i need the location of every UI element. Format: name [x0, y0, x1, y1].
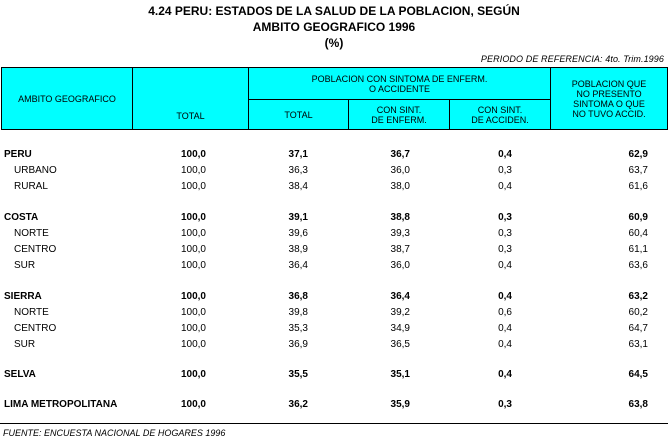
row-label: URBANO [14, 165, 57, 176]
header-sub-accid-line1: CON SINT. [477, 104, 523, 115]
row-label: PERU [4, 149, 32, 160]
cell-sint-total: 36,8 [288, 291, 308, 302]
table-row [0, 179, 668, 195]
cell-sint-accid: 0,4 [498, 323, 512, 334]
cell-no-sintoma: 63,6 [628, 260, 648, 271]
cell-total: 100,0 [180, 399, 206, 410]
cell-sint-accid: 0,4 [498, 260, 512, 271]
table-row [0, 242, 668, 258]
header-no-sintoma-line2: NO PRESENTO [576, 88, 642, 99]
cell-sint-total: 39,8 [288, 307, 308, 318]
cell-total: 100,0 [180, 165, 206, 176]
row-label: SIERRA [4, 291, 42, 302]
cell-sint-enferm: 38,0 [390, 181, 410, 192]
cell-no-sintoma: 63,8 [628, 399, 648, 410]
cell-total: 100,0 [180, 260, 206, 271]
cell-sint-accid: 0,4 [498, 291, 512, 302]
cell-sint-enferm: 39,2 [390, 307, 410, 318]
cell-sint-accid: 0,6 [498, 307, 512, 318]
cell-no-sintoma: 60,4 [628, 228, 648, 239]
cell-no-sintoma: 61,1 [628, 244, 648, 255]
table-title-unit: (%) [324, 36, 344, 50]
row-label: RURAL [14, 181, 48, 192]
row-label: SUR [14, 260, 36, 271]
cell-sint-total: 38,9 [288, 244, 308, 255]
cell-sint-enferm: 36,4 [390, 291, 410, 302]
cell-sint-total: 36,9 [288, 339, 308, 350]
cell-total: 100,0 [180, 339, 206, 350]
cell-sint-total: 36,3 [288, 165, 308, 176]
cell-no-sintoma: 63,2 [628, 291, 648, 302]
cell-sint-enferm: 35,1 [390, 369, 410, 380]
table-title-line2: AMBITO GEOGRAFICO 1996 [252, 20, 416, 34]
table-row [0, 210, 668, 226]
cell-sint-accid: 0,4 [498, 149, 512, 160]
cell-sint-accid: 0,4 [498, 369, 512, 380]
row-label: NORTE [14, 307, 49, 318]
cell-sint-enferm: 36,0 [390, 165, 410, 176]
cell-sint-total: 36,2 [288, 399, 308, 410]
header-ambito: AMBITO GEOGRAFICO [2, 68, 133, 130]
header-no-sintoma-line3: SINTOMA O QUE [573, 98, 645, 109]
cell-sint-accid: 0,4 [498, 339, 512, 350]
row-label: SELVA [4, 369, 36, 380]
cell-total: 100,0 [180, 291, 206, 302]
cell-sint-enferm: 36,5 [390, 339, 410, 350]
row-label: SUR [14, 339, 36, 350]
cell-no-sintoma: 60,9 [628, 212, 648, 223]
source-note: FUENTE: ENCUESTA NACIONAL DE HOGARES 1996 [3, 428, 226, 438]
header-group [249, 68, 551, 100]
row-label: COSTA [4, 212, 39, 223]
cell-sint-accid: 0,3 [498, 212, 512, 223]
cell-total: 100,0 [180, 323, 206, 334]
cell-sint-total: 39,6 [288, 228, 308, 239]
cell-total: 100,0 [180, 181, 206, 192]
footer-divider [0, 423, 668, 424]
table-row [0, 321, 668, 337]
table-row [0, 147, 668, 163]
table-row [0, 367, 668, 383]
cell-sint-total: 39,1 [288, 212, 308, 223]
cell-sint-total: 35,3 [288, 323, 308, 334]
table-row [0, 226, 668, 242]
table-header [1, 67, 668, 130]
cell-sint-accid: 0,3 [498, 399, 512, 410]
header-sub-enferm-line2: DE ENFERM. [371, 114, 427, 125]
cell-no-sintoma: 64,5 [628, 369, 648, 380]
cell-no-sintoma: 64,7 [628, 323, 648, 334]
cell-total: 100,0 [180, 212, 206, 223]
cell-sint-total: 38,4 [288, 181, 308, 192]
header-total: TOTAL [133, 68, 249, 130]
table-row [0, 305, 668, 321]
header-sub-enferm-line1: CON SINT. [376, 104, 422, 115]
header-sub-enferm [349, 100, 450, 130]
row-label: NORTE [14, 228, 49, 239]
cell-sint-total: 35,5 [288, 369, 308, 380]
cell-sint-accid: 0,3 [498, 244, 512, 255]
header-group-line2: O ACCIDENTE [369, 83, 431, 94]
cell-no-sintoma: 62,9 [628, 149, 648, 160]
header-no-sintoma-line4: NO TUVO ACCID. [572, 108, 646, 119]
cell-sint-enferm: 36,7 [390, 149, 410, 160]
cell-no-sintoma: 60,2 [628, 307, 648, 318]
table-row [0, 289, 668, 305]
cell-sint-enferm: 36,0 [390, 260, 410, 271]
header-sub-accid-line2: DE ACCIDEN. [471, 114, 529, 125]
row-label: LIMA METROPOLITANA [4, 399, 118, 410]
cell-no-sintoma: 61,6 [628, 181, 648, 192]
cell-sint-total: 37,1 [288, 149, 308, 160]
cell-sint-enferm: 34,9 [390, 323, 410, 334]
cell-sint-enferm: 38,8 [390, 212, 410, 223]
table-row [0, 163, 668, 179]
header-sub-total: TOTAL [249, 100, 349, 130]
header-sub-accid [450, 100, 551, 130]
header-no-sintoma-line1: POBLACION QUE [571, 78, 647, 89]
cell-sint-total: 36,4 [288, 260, 308, 271]
cell-sint-accid: 0,3 [498, 165, 512, 176]
cell-no-sintoma: 63,1 [628, 339, 648, 350]
reference-period: PERIODO DE REFERENCIA: 4to. Trim.1996 [480, 54, 664, 64]
table-row [0, 337, 668, 353]
cell-sint-accid: 0,4 [498, 181, 512, 192]
table-title-line1: 4.24 PERU: ESTADOS DE LA SALUD DE LA POBLACION, SEGÚN [148, 4, 520, 18]
cell-sint-accid: 0,3 [498, 228, 512, 239]
cell-total: 100,0 [180, 369, 206, 380]
table-row [0, 397, 668, 413]
cell-sint-enferm: 38,7 [390, 244, 410, 255]
cell-total: 100,0 [180, 244, 206, 255]
header-group-line1: POBLACION CON SINTOMA DE ENFERM. [311, 73, 488, 84]
row-label: CENTRO [14, 244, 57, 255]
cell-total: 100,0 [180, 228, 206, 239]
cell-total: 100,0 [180, 149, 206, 160]
cell-no-sintoma: 63,7 [628, 165, 648, 176]
row-label: CENTRO [14, 323, 57, 334]
cell-sint-enferm: 35,9 [390, 399, 410, 410]
header-no-sintoma [551, 68, 668, 130]
cell-sint-enferm: 39,3 [390, 228, 410, 239]
table-row [0, 258, 668, 274]
cell-total: 100,0 [180, 307, 206, 318]
